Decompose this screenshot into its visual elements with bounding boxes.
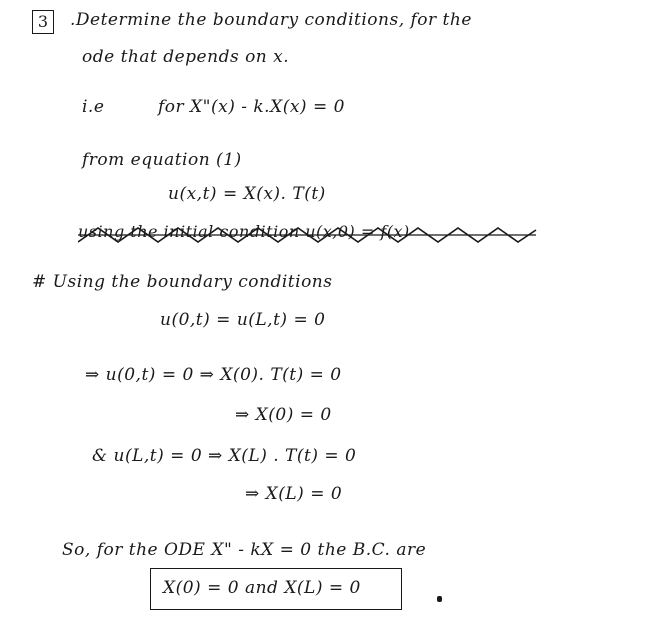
derivation-step-1: ⇒ u(0,t) = 0 ⇒ X(0). T(t) = 0 bbox=[85, 365, 342, 385]
conclusion-summary: So, for the ODE X" - kX = 0 the B.C. are bbox=[62, 540, 427, 560]
scribble-strikeout bbox=[78, 222, 538, 248]
intro-line-2: ode that depends on x. bbox=[82, 47, 290, 67]
from-equation-label: from equation (1) bbox=[82, 150, 242, 170]
struck-text: using the initial condition u(x,0) = f(x) bbox=[78, 222, 410, 241]
boxed-answer-text: X(0) = 0 and X(L) = 0 bbox=[163, 578, 361, 598]
derivation-step-4: ⇒ X(L) = 0 bbox=[245, 484, 343, 504]
derivation-step-3: & u(L,t) = 0 ⇒ X(L) . T(t) = 0 bbox=[92, 446, 357, 466]
boxed-answer bbox=[150, 568, 402, 610]
separation-equation: u(x,t) = X(x). T(t) bbox=[168, 184, 326, 204]
ink-dot bbox=[437, 596, 442, 602]
struck-out-line bbox=[78, 222, 538, 248]
ie-label: i.e bbox=[82, 97, 105, 117]
problem-number-box: 3 bbox=[32, 10, 54, 34]
intro-line-1: .Determine the boundary conditions, for the bbox=[70, 10, 472, 30]
ie-equation: for X"(x) - k.X(x) = 0 bbox=[158, 97, 345, 117]
using-boundary-conditions: # Using the boundary conditions bbox=[32, 272, 333, 292]
boundary-condition-equation: u(0,t) = u(L,t) = 0 bbox=[160, 310, 326, 330]
derivation-step-2: ⇒ X(0) = 0 bbox=[235, 405, 332, 425]
